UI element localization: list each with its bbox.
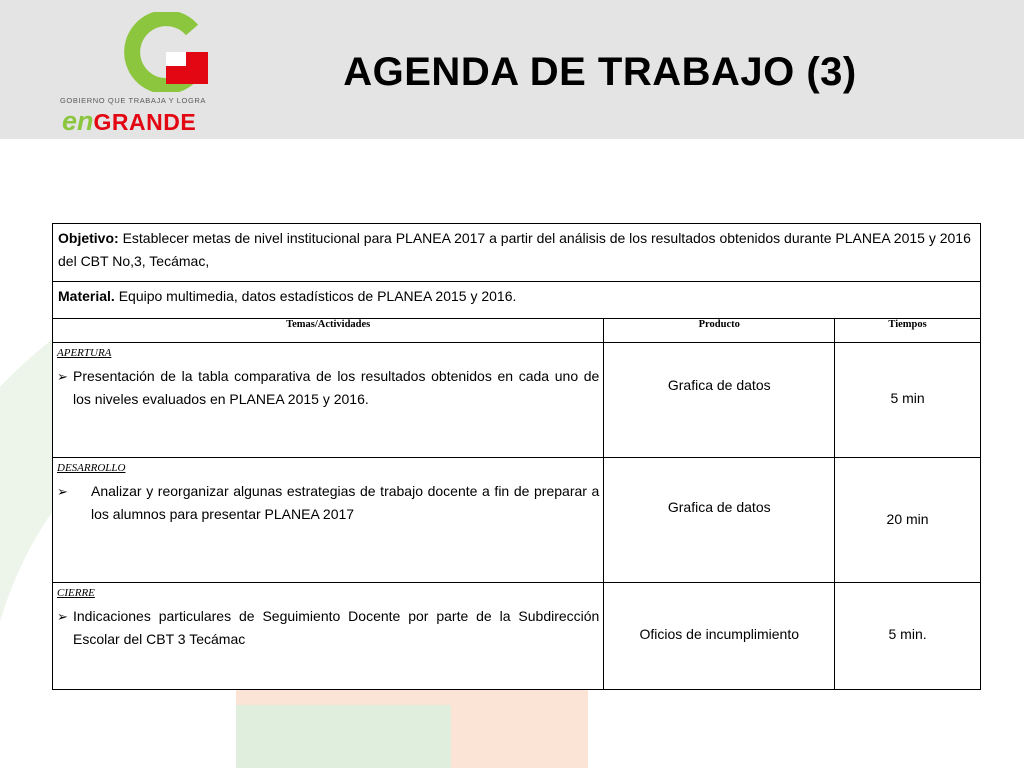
product-text: Grafica de datos: [667, 377, 771, 393]
objective-cell: [53, 224, 981, 282]
arrow-bullet-icon: ➢: [57, 609, 68, 624]
objective-label: Objetivo:: [58, 230, 119, 246]
government-logo: [60, 10, 220, 134]
table-header-row: [53, 319, 981, 343]
table-row-desarrollo: [53, 458, 981, 583]
material-cell: [53, 282, 981, 319]
logo-word-en: en: [62, 106, 94, 136]
column-header-product: Producto: [604, 319, 835, 343]
activity-text: Analizar y reorganizar algunas estrategias de trabajo docente a fin de preparar a los alumnos para presentar PLANEA 2017: [91, 483, 600, 522]
product-text: Oficios de incumplimiento: [639, 626, 799, 642]
objective-row: [53, 224, 981, 282]
arrow-bullet-icon: ➢: [57, 484, 68, 499]
section-label-cierre: CIERRE: [57, 587, 95, 599]
objective-text: Establecer metas de nivel institucional para PLANEA 2017 a partir del análisis de los resultados obtenidos durante PLANEA 2015 y 2016 del CBT No,3, Tecámac,: [58, 230, 971, 269]
activity-bullet: [53, 365, 603, 411]
logo-word-grande: GRANDE: [93, 109, 197, 135]
logo-wordmark: [62, 106, 196, 137]
time-cell: [835, 458, 981, 583]
column-header-times: Tiempos: [835, 319, 981, 343]
activity-cell: [53, 458, 604, 583]
table-row-apertura: [53, 343, 981, 458]
activity-text: Indicaciones particulares de Seguimiento Docente por parte de la Subdirección Escolar del CBT 3 Tecámac: [73, 608, 600, 647]
material-text: Equipo multimedia, datos estadísticos de PLANEA 2015 y 2016.: [118, 288, 517, 304]
section-label-desarrollo: DESARROLLO: [57, 462, 126, 474]
time-cell: [835, 343, 981, 458]
time-text: 20 min: [886, 511, 929, 527]
activity-text: Presentación de la tabla comparativa de los resultados obtenidos en cada uno de los niveles evaluados en PLANEA 2015 y 2016.: [73, 368, 600, 407]
activity-cell: [53, 343, 604, 458]
product-cell: [604, 458, 835, 583]
activity-bullet: [53, 605, 603, 651]
background-green-block: [236, 705, 451, 768]
section-label-apertura: APERTURA: [57, 347, 112, 359]
activity-cell: [53, 583, 604, 690]
page-title: AGENDA DE TRABAJO (3): [343, 50, 857, 94]
logo-tagline: GOBIERNO QUE TRABAJA Y LOGRA: [60, 96, 207, 105]
product-cell: [604, 343, 835, 458]
product-cell: [604, 583, 835, 690]
material-row: [53, 282, 981, 319]
product-text: Grafica de datos: [667, 499, 771, 515]
agenda-table: [52, 223, 981, 690]
table-row-cierre: [53, 583, 981, 690]
column-header-activities: Temas/Actividades: [53, 319, 604, 343]
g-logo-icon: [122, 12, 212, 92]
time-cell: [835, 583, 981, 690]
activity-bullet: [53, 480, 603, 526]
time-text: 5 min.: [888, 626, 927, 642]
time-text: 5 min: [890, 390, 925, 406]
material-label: Material.: [58, 288, 115, 304]
arrow-bullet-icon: ➢: [57, 369, 68, 384]
